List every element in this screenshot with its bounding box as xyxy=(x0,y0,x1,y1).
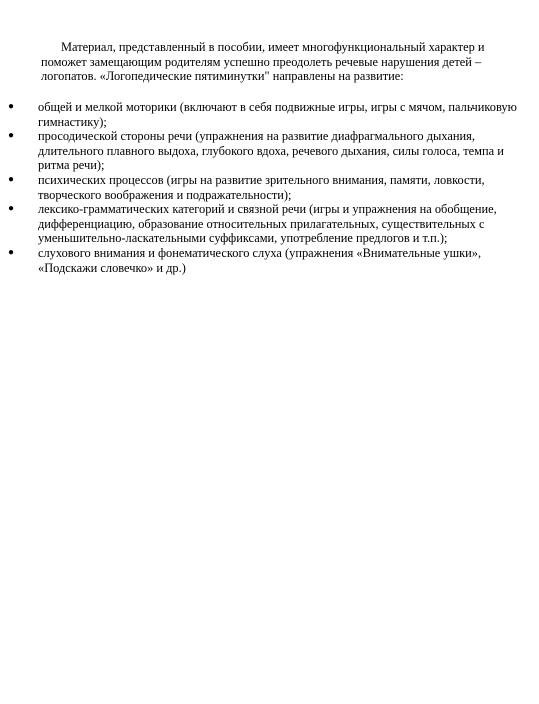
list-item xyxy=(0,202,539,246)
bullet-icon: ● xyxy=(8,101,15,112)
list-item-text: слухового внимания и фонематического слуха (упражнения «Внимательные ушки», «Подскажи словечко» и др.) xyxy=(38,245,482,275)
list-item xyxy=(0,246,539,275)
list-item-text: просодической стороны речи (упражнения на развитие диафрагмального дыхания, длительного плавного выдоха, глубокого вдоха, речевого дыхания, силы голоса, темпа и ритма речи); xyxy=(38,129,504,173)
list-item-text: лексико-грамматических категорий и связной речи (игры и упражнения на обобщение, дифференциацию, образование относительных прилагательных, существительных с уменьшительно-ласкательными суффиксами, употребление предлогов и т.п.); xyxy=(38,202,497,246)
list-item xyxy=(0,173,539,202)
intro-paragraph: Материал, представленный в пособии, имеет многофункциональный характер и поможет замещающим родителям успешно преодолеть речевые нарушения детей – логопатов. «Логопедические пятиминутки" направлены на развитие: xyxy=(41,40,485,84)
bullet-icon: ● xyxy=(8,173,15,185)
list-item xyxy=(0,100,539,129)
bullet-icon: ● xyxy=(8,246,15,258)
list-item-text: общей и мелкой моторики (включают в себя подвижные игры, игры с мячом, пальчиковую гимнастику); xyxy=(38,100,517,129)
bullet-icon: ● xyxy=(8,203,15,215)
list-item-text: психических процессов (игры на развитие зрительного внимания, памяти, ловкости, творческого воображения и подражательности); xyxy=(38,172,485,202)
bullet-list xyxy=(0,100,539,275)
list-item xyxy=(0,129,539,173)
bullet-icon: ● xyxy=(8,130,15,142)
